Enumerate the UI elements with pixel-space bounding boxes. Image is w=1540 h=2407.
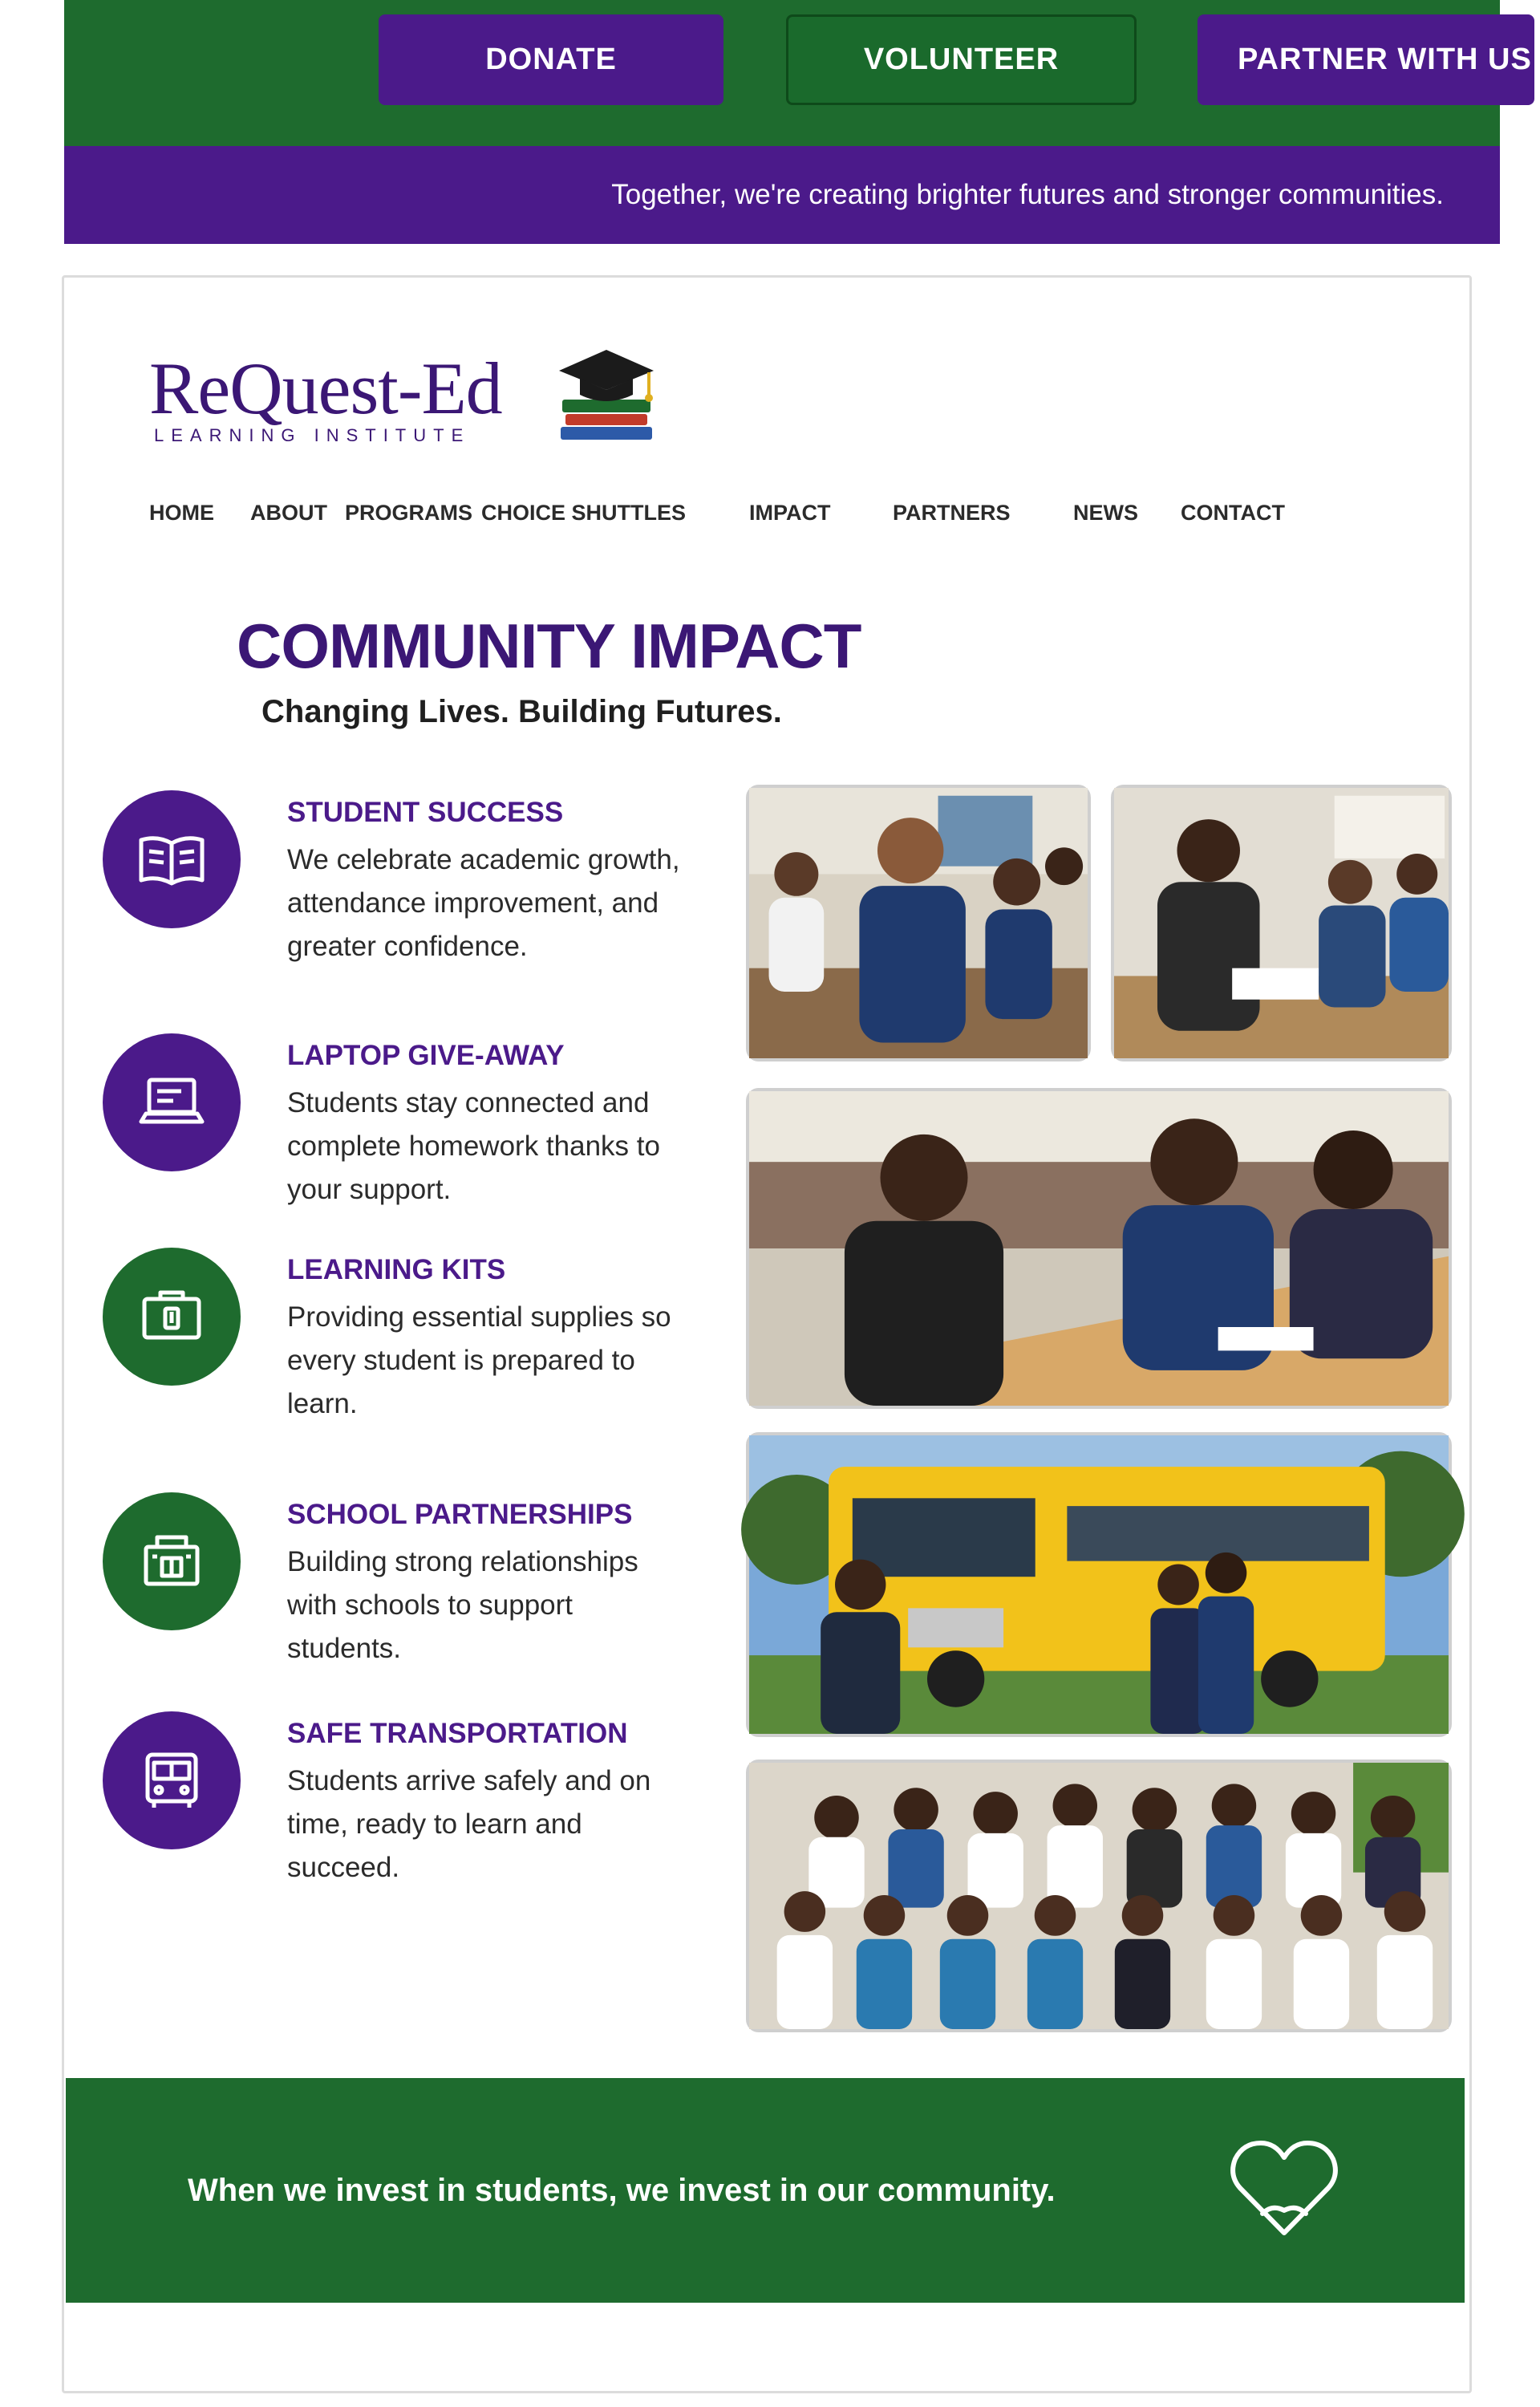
photo-student-success bbox=[746, 785, 1091, 1061]
photo-students-group-table bbox=[746, 1088, 1452, 1409]
impact-item-description: Students stay connected and complete homework thanks to your support. bbox=[287, 1087, 660, 1205]
nav-about[interactable]: ABOUT bbox=[250, 501, 327, 525]
bus-icon bbox=[133, 1742, 210, 1819]
nav-programs[interactable]: PROGRAMS bbox=[345, 501, 473, 525]
nav-impact[interactable]: IMPACT bbox=[749, 501, 831, 525]
photo-class-group bbox=[746, 1760, 1452, 2032]
site-logo[interactable] bbox=[149, 347, 679, 464]
impact-item-title: LEARNING KITS bbox=[287, 1254, 506, 1285]
laptop-icon bbox=[133, 1064, 210, 1141]
heart-icon bbox=[1224, 2130, 1344, 2251]
section-subtitle: Changing Lives. Building Futures. bbox=[261, 694, 782, 729]
nav-news[interactable]: NEWS bbox=[1073, 501, 1138, 525]
logo-name: ReQuest-Ed bbox=[149, 347, 502, 429]
main-nav bbox=[0, 501, 1540, 533]
nav-partners[interactable]: PARTNERS bbox=[893, 501, 1011, 525]
nav-contact[interactable]: CONTACT bbox=[1181, 501, 1285, 525]
donate-button[interactable]: DONATE bbox=[379, 14, 723, 105]
top-action-bar bbox=[64, 0, 1532, 146]
school-icon bbox=[133, 1523, 210, 1600]
impact-item-title: SAFE TRANSPORTATION bbox=[287, 1718, 628, 1749]
volunteer-button[interactable]: VOLUNTEER bbox=[786, 14, 1137, 105]
impact-item-title: STUDENT SUCCESS bbox=[287, 797, 564, 828]
safe-transportation-badge bbox=[103, 1711, 241, 1849]
photo-school-bus bbox=[746, 1432, 1452, 1737]
tagline-text: Together, we're creating brighter futures and stronger communities. bbox=[611, 179, 1444, 210]
open-book-icon bbox=[133, 821, 210, 898]
impact-item-description: Building strong relationships with schools to support students. bbox=[287, 1546, 638, 1664]
school-partnerships-badge bbox=[103, 1492, 241, 1630]
footer-message: When we invest in students, we invest in our community. bbox=[188, 2172, 1056, 2208]
laptop-badge bbox=[103, 1033, 241, 1171]
impact-item-description: Students arrive safely and on time, ready to learn and succeed. bbox=[287, 1765, 651, 1883]
nav-home[interactable]: HOME bbox=[149, 501, 214, 525]
impact-item-description: Providing essential supplies so every student is prepared to learn. bbox=[287, 1301, 671, 1419]
learning-kits-badge bbox=[103, 1248, 241, 1386]
photo-students-studying bbox=[1111, 785, 1452, 1061]
nav-choice-shuttles[interactable]: CHOICE SHUTTLES bbox=[481, 501, 687, 525]
student-success-badge bbox=[103, 790, 241, 928]
graduation-cap-books-icon bbox=[554, 343, 659, 448]
impact-item-description: We celebrate academic growth, attendance improvement, and greater confidence. bbox=[287, 844, 680, 962]
footer-banner bbox=[66, 2078, 1465, 2303]
impact-item-title: SCHOOL PARTNERSHIPS bbox=[287, 1499, 633, 1530]
section-title: COMMUNITY IMPACT bbox=[237, 611, 861, 681]
learning-kit-icon bbox=[133, 1278, 210, 1355]
logo-subtitle: LEARNING INSTITUTE bbox=[154, 425, 471, 445]
tagline-strip bbox=[64, 146, 1500, 244]
partner-button[interactable]: PARTNER WITH US bbox=[1198, 14, 1534, 105]
impact-item-title: LAPTOP GIVE-AWAY bbox=[287, 1040, 565, 1071]
